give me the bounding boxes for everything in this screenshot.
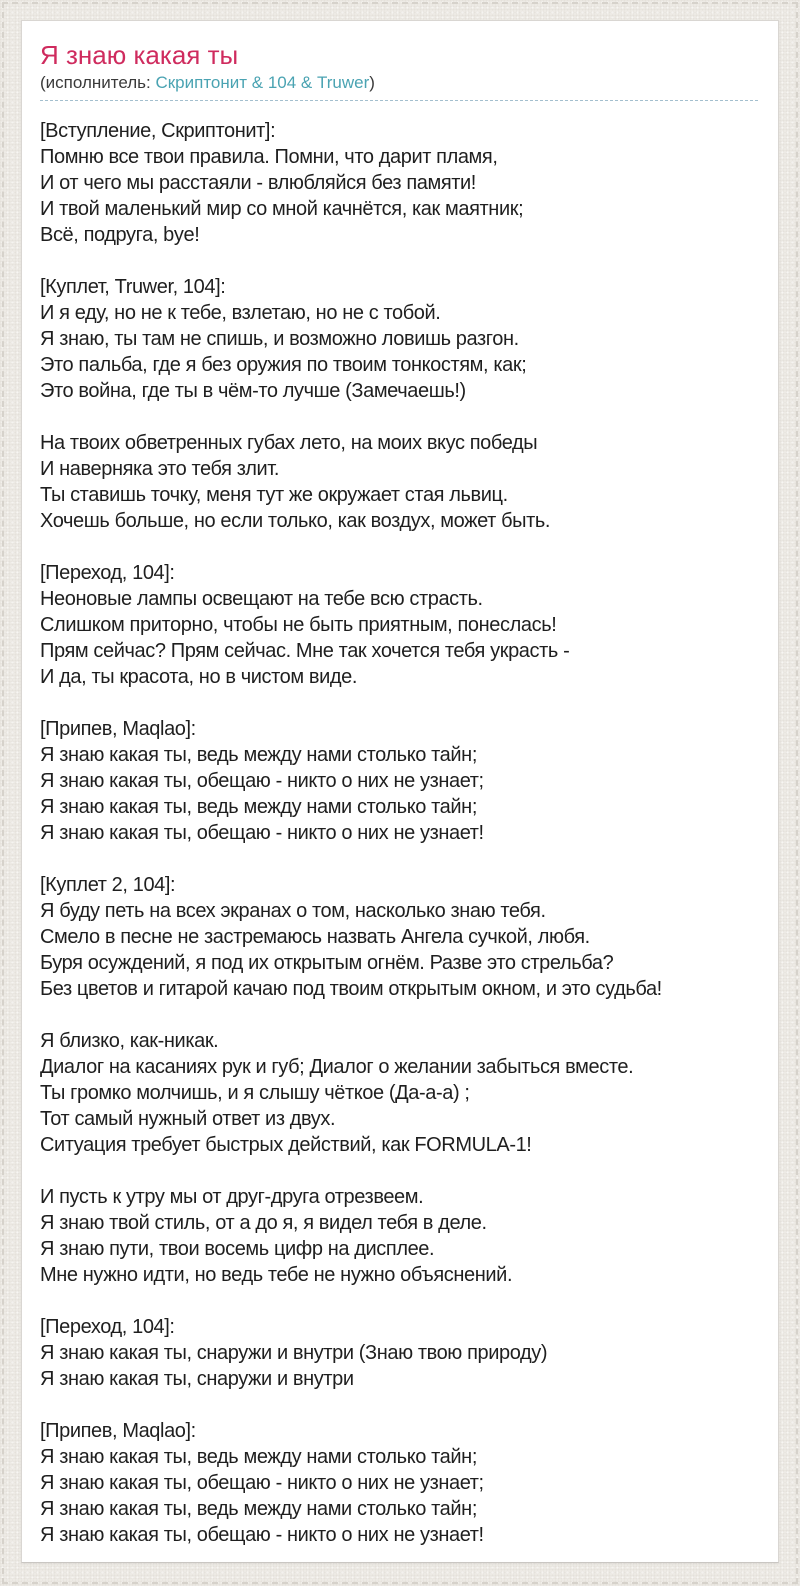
lyric-line: [Куплет, Truwer, 104]:	[40, 276, 226, 298]
lyric-line: Слишком приторно, чтобы не быть приятным, понеслась!	[40, 614, 557, 636]
lyric-line: И твой маленький мир со мной качнётся, как маятник;	[40, 198, 524, 220]
lyric-line: Я буду петь на всех экранах о том, насколько знаю тебя.	[40, 900, 546, 922]
stanza	[40, 716, 758, 846]
stanza	[40, 118, 758, 248]
lyric-line: Хочешь больше, но если только, как воздух, может быть.	[40, 510, 551, 532]
lyric-line: Я знаю какая ты, ведь между нами столько тайн;	[40, 1446, 477, 1468]
lyric-line: И я еду, но не к тебе, взлетаю, но не с тобой.	[40, 302, 441, 324]
song-header	[40, 39, 758, 101]
lyric-line: Я знаю какая ты, ведь между нами столько тайн;	[40, 1498, 477, 1520]
lyric-line: На твоих обветренных губах лето, на моих вкус победы	[40, 432, 538, 454]
artist-link[interactable]: Скриптонит & 104 & Truwer	[155, 73, 370, 92]
lyric-line: Всё, подруга, bye!	[40, 224, 200, 246]
lyric-line: [Переход, 104]:	[40, 562, 175, 584]
lyric-line: Ты громко молчишь, и я слышу чёткое (Да-а-а) ;	[40, 1082, 470, 1104]
artist-line	[40, 72, 758, 93]
lyric-line: И от чего мы расстаяли - влюбляйся без памяти!	[40, 172, 476, 194]
lyric-line: Мне нужно идти, но ведь тебе не нужно объяснений.	[40, 1264, 513, 1286]
lyric-line: [Припев, Maqlao]:	[40, 1420, 196, 1442]
lyric-line: Я знаю какая ты, снаружи и внутри	[40, 1368, 354, 1390]
stanza	[40, 560, 758, 690]
lyric-line: Я близко, как-никак.	[40, 1030, 219, 1052]
stanza	[40, 1314, 758, 1392]
lyric-line: Буря осуждений, я под их открытым огнём. Разве это стрельба?	[40, 952, 614, 974]
lyric-line: Я знаю, ты там не спишь, и возможно ловишь разгон.	[40, 328, 519, 350]
lyric-line: Я знаю какая ты, ведь между нами столько тайн;	[40, 744, 477, 766]
lyric-line: Тот самый нужный ответ из двух.	[40, 1108, 336, 1130]
lyric-line: [Припев, Maqlao]:	[40, 718, 196, 740]
lyric-line: Я знаю какая ты, ведь между нами столько тайн;	[40, 796, 477, 818]
lyrics-text	[40, 118, 758, 1548]
lyric-line: И пусть к утру мы от друг-друга отрезвеем.	[40, 1186, 424, 1208]
lyric-line: Я знаю какая ты, обещаю - никто о них не узнает!	[40, 822, 484, 844]
stanza	[40, 1184, 758, 1288]
lyric-line: Помню все твои правила. Помни, что дарит пламя,	[40, 146, 498, 168]
lyric-line: Прям сейчас? Прям сейчас. Мне так хочется тебя украсть -	[40, 640, 570, 662]
stanza	[40, 1028, 758, 1158]
lyric-line: Диалог на касаниях рук и губ; Диалог о желании забыться вместе.	[40, 1056, 634, 1078]
lyric-line: Смело в песне не застремаюсь назвать Ангела сучкой, любя.	[40, 926, 590, 948]
stanza	[40, 274, 758, 404]
lyric-line: Это война, где ты в чём-то лучше (Замечаешь!)	[40, 380, 466, 402]
lyric-line: Я знаю пути, твои восемь цифр на дисплее.	[40, 1238, 435, 1260]
lyric-line: Я знаю твой стиль, от а до я, я видел тебя в деле.	[40, 1212, 487, 1234]
lyric-line: Ситуация требует быстрых действий, как FORMULA-1!	[40, 1134, 532, 1156]
lyrics-card	[21, 20, 779, 1563]
artist-suffix: )	[369, 73, 375, 92]
lyric-line: Я знаю какая ты, обещаю - никто о них не узнает!	[40, 1524, 484, 1546]
lyric-line: Я знаю какая ты, обещаю - никто о них не узнает;	[40, 1472, 484, 1494]
stanza	[40, 430, 758, 534]
lyric-line: Неоновые лампы освещают на тебе всю страсть.	[40, 588, 483, 610]
lyric-line: Я знаю какая ты, обещаю - никто о них не узнает;	[40, 770, 484, 792]
lyric-line: [Куплет 2, 104]:	[40, 874, 176, 896]
stanza	[40, 1418, 758, 1548]
lyric-line: Это пальба, где я без оружия по твоим тонкостям, как;	[40, 354, 527, 376]
lyric-line: Ты ставишь точку, меня тут же окружает стая львиц.	[40, 484, 508, 506]
artist-label: (исполнитель:	[40, 73, 156, 92]
lyric-line: [Вступление, Скриптонит]:	[40, 120, 276, 142]
lyric-line: И наверняка это тебя злит.	[40, 458, 279, 480]
lyric-line: Я знаю какая ты, снаружи и внутри (Знаю твою природу)	[40, 1342, 548, 1364]
lyric-line: Без цветов и гитарой качаю под твоим открытым окном, и это судьба!	[40, 978, 662, 1000]
lyric-line: И да, ты красота, но в чистом виде.	[40, 666, 358, 688]
stanza	[40, 872, 758, 1002]
song-title: Я знаю какая ты	[40, 40, 239, 70]
lyric-line: [Переход, 104]:	[40, 1316, 175, 1338]
